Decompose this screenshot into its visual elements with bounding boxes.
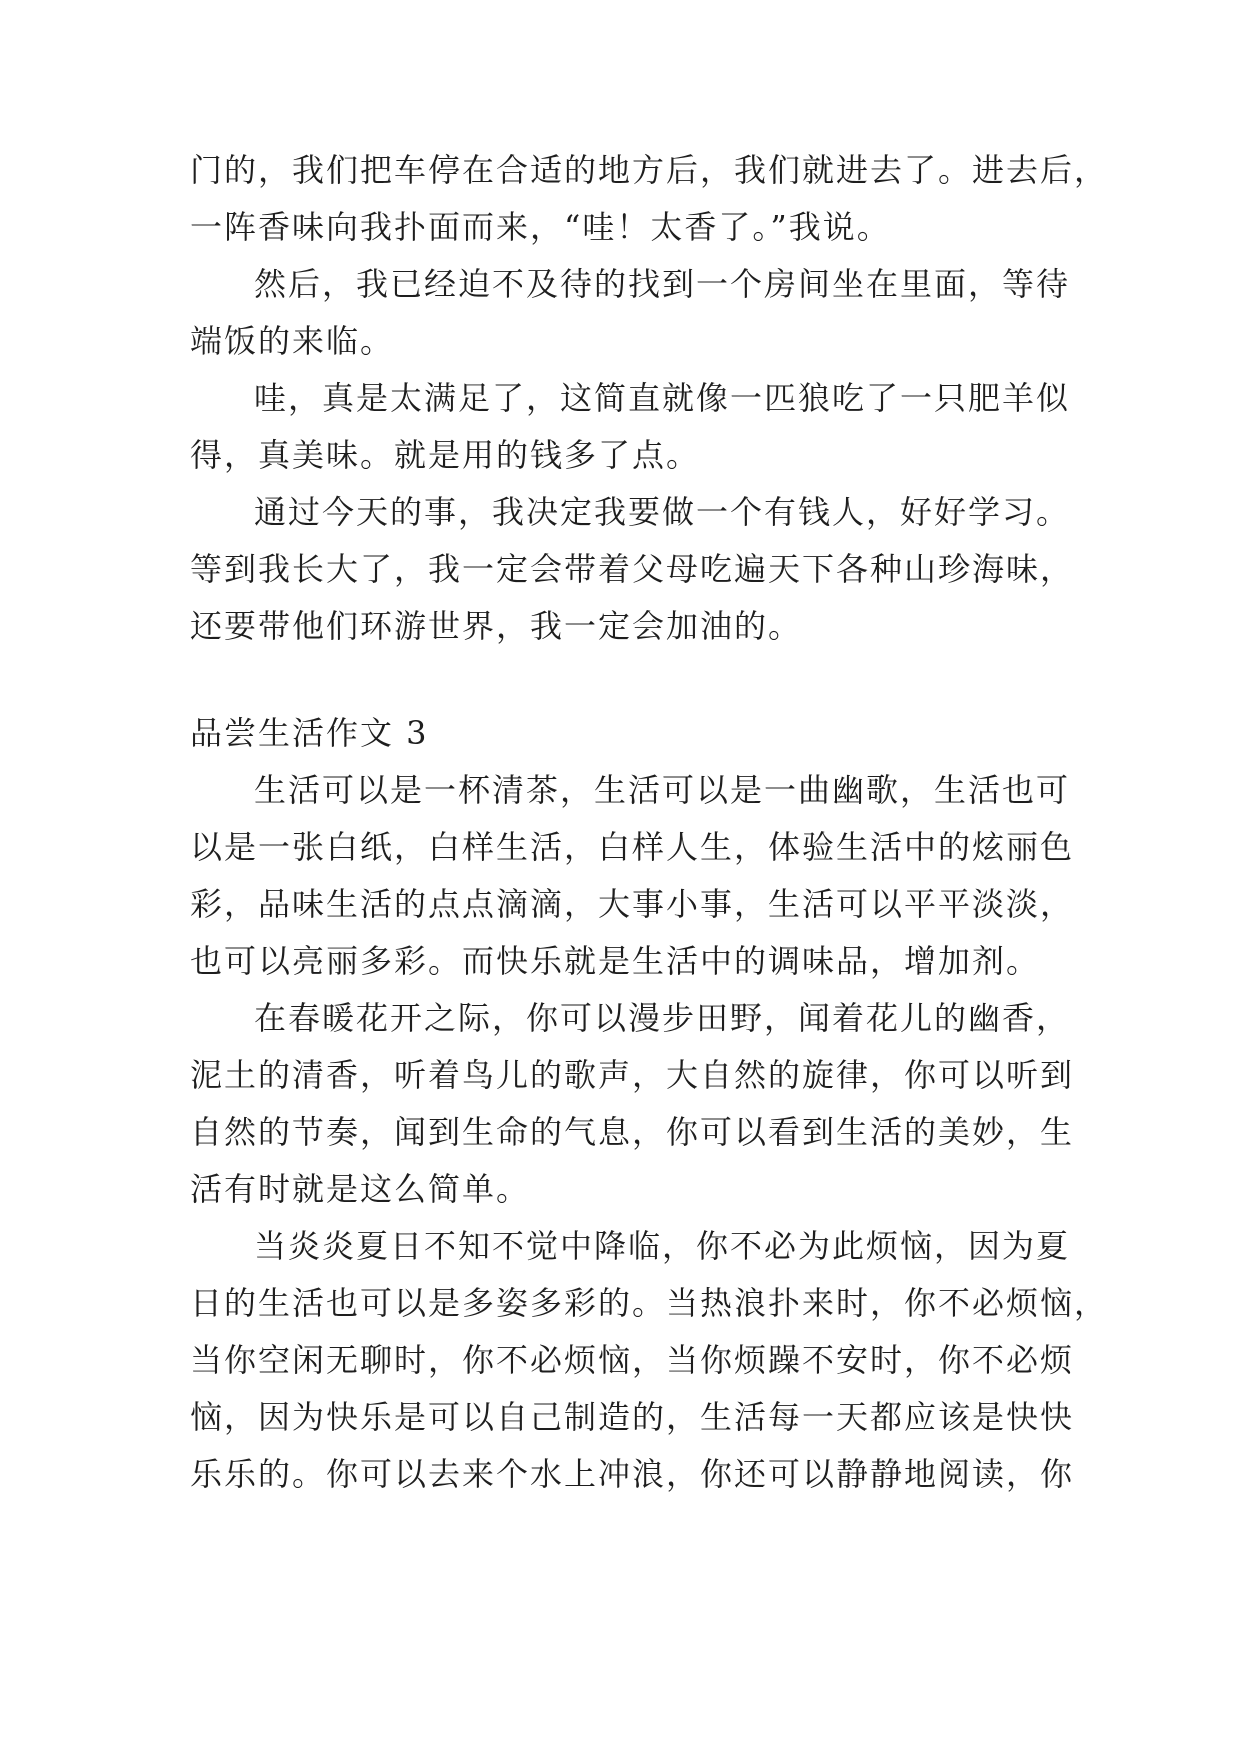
paragraph-first-line: 通过今天的事，我决定我要做一个有钱人，好好学习。	[254, 493, 1071, 531]
paragraph-continuation-line: 还要带他们环游世界，我一定会加油的。	[190, 607, 803, 645]
paragraph-continuation-line: 也可以亮丽多彩。而快乐就是生活中的调味品，增加剂。	[190, 942, 1041, 980]
paragraph-continuation-line: 以是一张白纸，白样生活，白样人生，体验生活中的炫丽色	[190, 828, 1075, 866]
paragraph-continuation-line: 乐乐的。你可以去来个水上冲浪，你还可以静静地阅读，你	[190, 1455, 1075, 1493]
paragraph-continuation-line: 恼，因为快乐是可以自己制造的，生活每一天都应该是快快	[190, 1398, 1075, 1436]
paragraph-continuation-line: 得，真美味。就是用的钱多了点。	[190, 436, 701, 474]
paragraph-continuation-line: 一阵香味向我扑面而来，“哇！太香了。”我说。	[190, 208, 891, 246]
paragraph-continuation-line: 泥土的清香，听着鸟儿的歌声，大自然的旋律，你可以听到	[190, 1056, 1075, 1094]
paragraph-first-line: 在春暖花开之际，你可以漫步田野，闻着花儿的幽香，	[254, 999, 1071, 1037]
paragraph-first-line: 哇，真是太满足了，这简直就像一匹狼吃了一只肥羊似	[254, 379, 1071, 417]
paragraph-continuation-line: 门的，我们把车停在合适的地方后，我们就进去了。进去后，	[190, 151, 1109, 189]
paragraph-continuation-line: 等到我长大了，我一定会带着父母吃遍天下各种山珍海味，	[190, 550, 1075, 588]
paragraph-first-line: 当炎炎夏日不知不觉中降临，你不必为此烦恼，因为夏	[254, 1227, 1071, 1265]
paragraph-continuation-line: 活有时就是这么简单。	[190, 1170, 531, 1208]
paragraph-continuation-line: 自然的节奏，闻到生命的气息，你可以看到生活的美妙，生	[190, 1113, 1075, 1151]
paragraph-continuation-line: 端饭的来临。	[190, 322, 395, 360]
paragraph-first-line: 生活可以是一杯清茶，生活可以是一曲幽歌，生活也可	[254, 771, 1071, 809]
paragraph-first-line: 然后，我已经迫不及待的找到一个房间坐在里面，等待	[254, 265, 1071, 303]
section-heading: 品尝生活作文 3	[190, 714, 429, 752]
paragraph-continuation-line: 日的生活也可以是多姿多彩的。当热浪扑来时，你不必烦恼，	[190, 1284, 1109, 1322]
paragraph-continuation-line: 彩，品味生活的点点滴滴，大事小事，生活可以平平淡淡，	[190, 885, 1075, 923]
paragraph-continuation-line: 当你空闲无聊时，你不必烦恼，当你烦躁不安时，你不必烦	[190, 1341, 1075, 1379]
